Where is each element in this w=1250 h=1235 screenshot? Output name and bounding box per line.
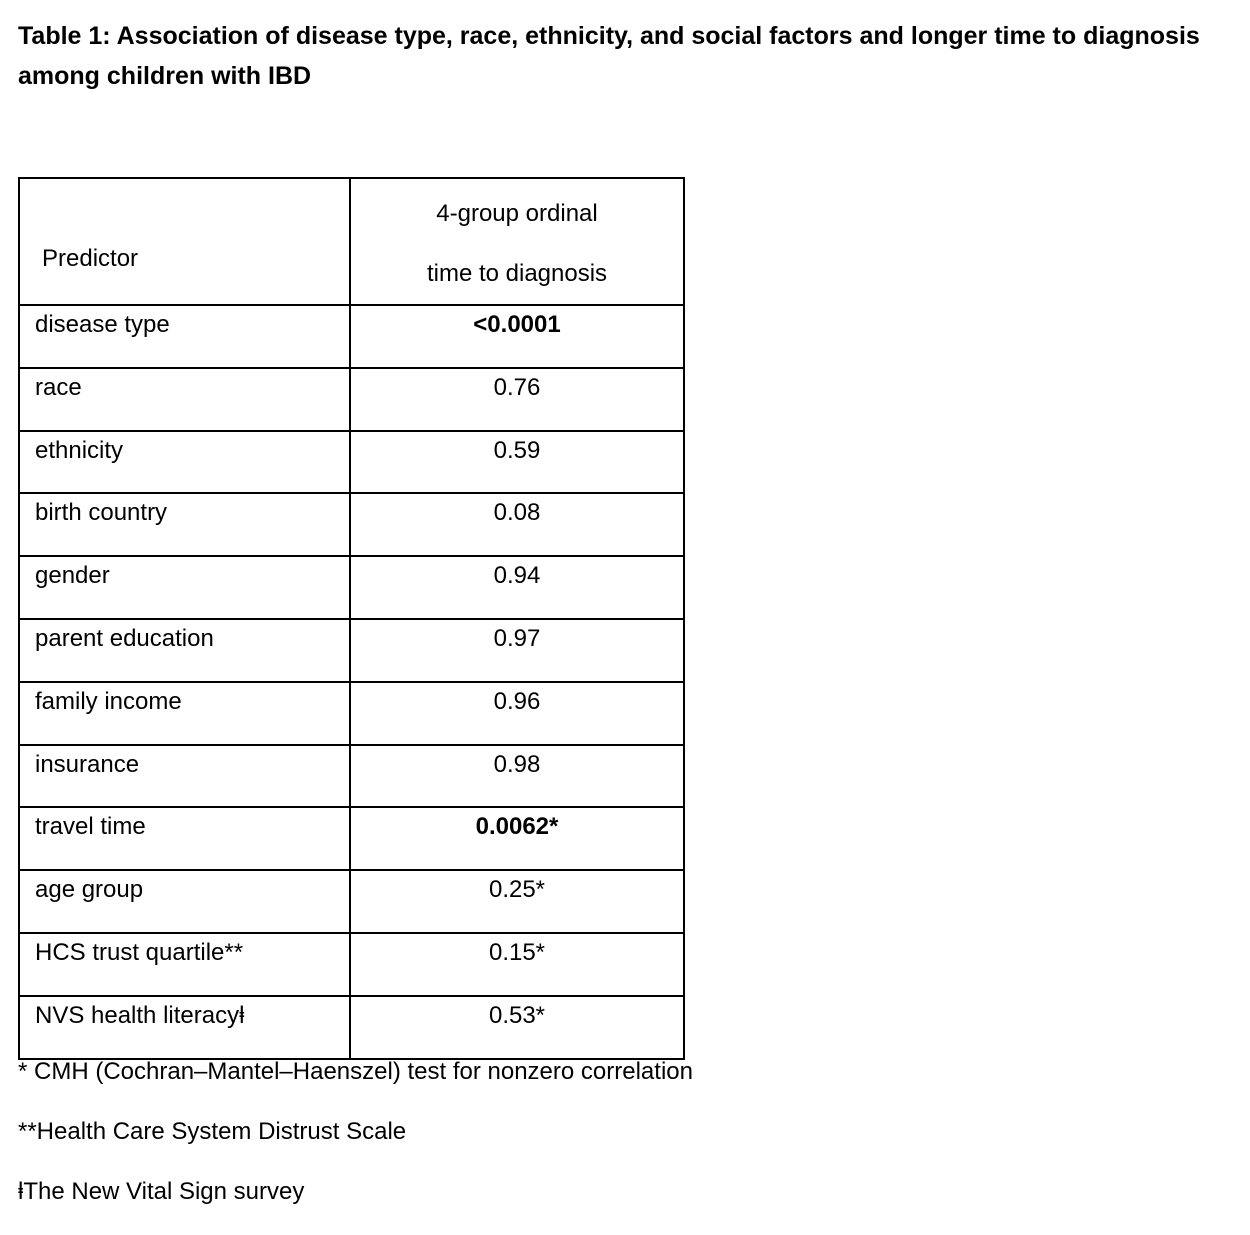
results-table	[18, 177, 685, 1060]
predictor-cell: family income	[19, 682, 350, 745]
table-row	[19, 933, 684, 996]
table-row	[19, 493, 684, 556]
predictor-cell: age group	[19, 870, 350, 933]
table-row	[19, 807, 684, 870]
table-body	[19, 305, 684, 1059]
table-title: Table 1: Association of disease type, race, ethnicity, and social factors and longer time to diagnosis among children with IBD	[18, 22, 1200, 90]
footnote-nvs: ⱡThe New Vital Sign survey	[18, 1178, 305, 1205]
table-row	[19, 745, 684, 808]
column-header-line-1: 4-group ordinal	[436, 200, 598, 227]
p-value-cell: 0.98	[350, 745, 684, 808]
table-row	[19, 431, 684, 494]
footnote-hcs: **Health Care System Distrust Scale	[18, 1118, 407, 1145]
p-value-cell: 0.96	[350, 682, 684, 745]
table-row	[19, 556, 684, 619]
predictor-cell: NVS health literacyⱡ	[19, 996, 350, 1059]
table-row	[19, 368, 684, 431]
p-value-cell: 0.53*	[350, 996, 684, 1059]
table-header-row	[19, 178, 684, 305]
p-value-cell: <0.0001	[350, 305, 684, 368]
p-value-cell: 0.97	[350, 619, 684, 682]
p-value-cell: 0.59	[350, 431, 684, 494]
predictor-cell: ethnicity	[19, 431, 350, 494]
predictor-cell: insurance	[19, 745, 350, 808]
table-row	[19, 619, 684, 682]
predictor-cell: disease type	[19, 305, 350, 368]
column-header-line-2: time to diagnosis	[426, 260, 608, 287]
p-value-cell: 0.08	[350, 493, 684, 556]
p-value-cell: 0.25*	[350, 870, 684, 933]
table-row	[19, 870, 684, 933]
table-row	[19, 996, 684, 1059]
p-value-cell: 0.15*	[350, 933, 684, 996]
p-value-cell: 0.0062*	[350, 807, 684, 870]
predictor-column-header: Predictor	[19, 178, 350, 305]
predictor-cell: parent education	[19, 619, 350, 682]
time-to-diagnosis-column-header	[350, 178, 684, 305]
predictor-cell: travel time	[19, 807, 350, 870]
table-row	[19, 682, 684, 745]
p-value-cell: 0.76	[350, 368, 684, 431]
predictor-cell: birth country	[19, 493, 350, 556]
predictor-cell: gender	[19, 556, 350, 619]
footnote-cmh: * CMH (Cochran–Mantel–Haenszel) test for nonzero correlation	[18, 1058, 693, 1085]
p-value-cell: 0.94	[350, 556, 684, 619]
predictor-cell: HCS trust quartile**	[19, 933, 350, 996]
table-row	[19, 305, 684, 368]
predictor-cell: race	[19, 368, 350, 431]
